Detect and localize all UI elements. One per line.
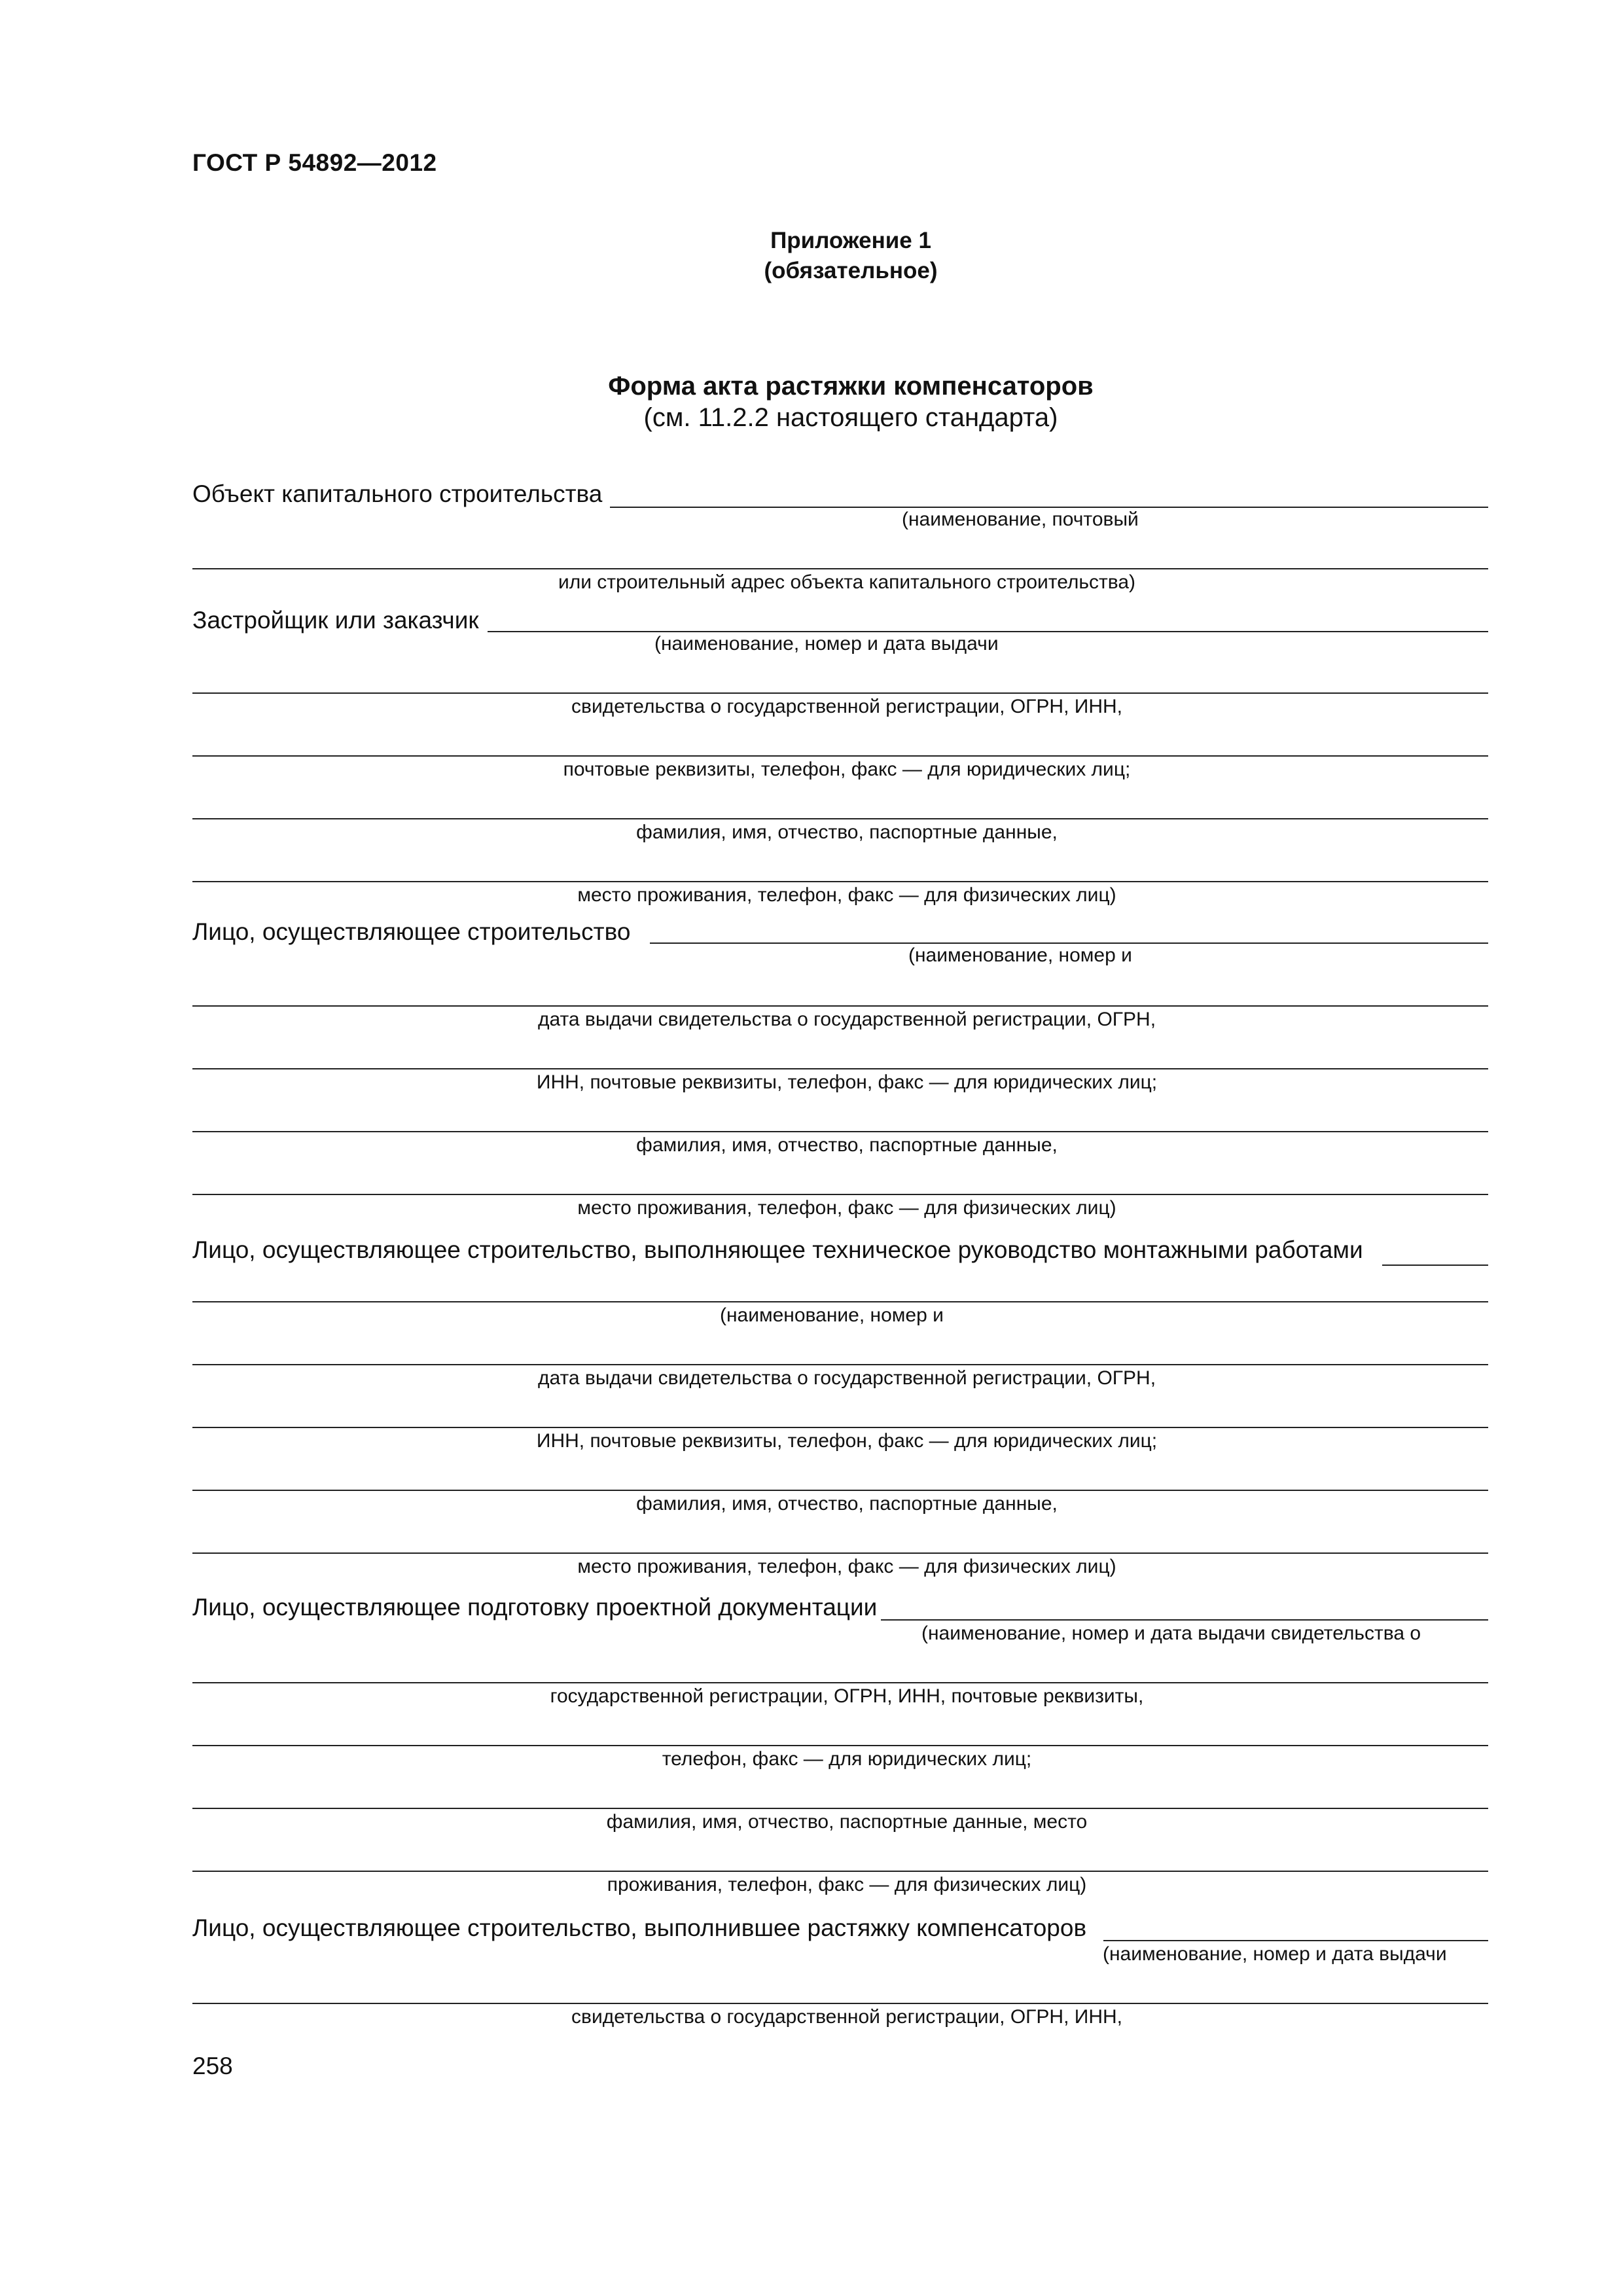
technical-lead-field-6[interactable] [192, 1552, 1488, 1554]
developer-field-5[interactable] [192, 881, 1488, 882]
technical-lead-caption-3: ИНН, почтовые реквизиты, телефон, факс — для юридических лиц; [536, 1430, 1158, 1452]
builder-field-2[interactable] [192, 1005, 1488, 1007]
developer-caption-3: почтовые реквизиты, телефон, факс — для юридических лиц; [563, 759, 1131, 780]
compensator-performer-field-2[interactable] [192, 2003, 1488, 2004]
designer-field-2[interactable] [192, 1682, 1488, 1683]
technical-lead-field-4[interactable] [192, 1427, 1488, 1428]
designer-field-4[interactable] [192, 1808, 1488, 1809]
technical-lead-field-2[interactable] [192, 1301, 1488, 1302]
developer-caption-4: фамилия, имя, отчество, паспортные данные, [636, 821, 1058, 843]
builder-label: Лицо, осуществляющее строительство [192, 918, 631, 945]
builder-caption-4: фамилия, имя, отчество, паспортные данные, [636, 1134, 1058, 1156]
compensator-performer-label: Лицо, осуществляющее строительство, выполнившее растяжку компенсаторов [192, 1914, 1087, 1941]
designer-field-1[interactable] [881, 1619, 1488, 1621]
designer-caption-3: телефон, факс — для юридических лиц; [662, 1748, 1032, 1770]
developer-label: Застройщик или заказчик [192, 607, 479, 634]
designer-caption-1: (наименование, номер и дата выдачи свидетельства о [921, 1623, 1421, 1644]
object-address-field[interactable] [192, 568, 1488, 569]
developer-caption-5: место проживания, телефон, факс — для физических лиц) [577, 884, 1116, 906]
builder-caption-1: (наименование, номер и [908, 944, 1132, 966]
compensator-performer-caption-1: (наименование, номер и дата выдачи [1103, 1943, 1447, 1965]
developer-field-3[interactable] [192, 755, 1488, 757]
appendix-title: Приложение 1 [770, 228, 931, 253]
developer-caption-1: (наименование, номер и дата выдачи [654, 633, 999, 655]
technical-lead-caption-1: (наименование, номер и [720, 1304, 944, 1326]
builder-field-4[interactable] [192, 1131, 1488, 1132]
technical-lead-caption-4: фамилия, имя, отчество, паспортные данные, [636, 1493, 1058, 1515]
technical-lead-field-1[interactable] [1382, 1265, 1488, 1266]
builder-field-5[interactable] [192, 1194, 1488, 1195]
object-caption-1: (наименование, почтовый [902, 509, 1139, 530]
designer-caption-4: фамилия, имя, отчество, паспортные данные, место [606, 1811, 1088, 1833]
technical-lead-caption-5: место проживания, телефон, факс — для физических лиц) [577, 1556, 1116, 1577]
builder-caption-2: дата выдачи свидетельства о государственной регистрации, ОГРН, [537, 1009, 1156, 1030]
technical-lead-field-5[interactable] [192, 1490, 1488, 1491]
appendix-type: (обязательное) [764, 258, 938, 283]
developer-field-2[interactable] [192, 692, 1488, 694]
object-caption-2: или строительный адрес объекта капитального строительства) [558, 571, 1136, 593]
standard-designation: ГОСТ Р 54892—2012 [192, 149, 437, 176]
builder-caption-5: место проживания, телефон, факс — для физических лиц) [577, 1197, 1116, 1219]
page-number: 258 [192, 2053, 233, 2079]
designer-field-3[interactable] [192, 1745, 1488, 1746]
designer-caption-5: проживания, телефон, факс — для физических лиц) [607, 1874, 1087, 1895]
developer-field-4[interactable] [192, 818, 1488, 819]
compensator-performer-caption-2: свидетельства о государственной регистрации, ОГРН, ИНН, [571, 2006, 1122, 2028]
builder-field-3[interactable] [192, 1068, 1488, 1069]
developer-caption-2: свидетельства о государственной регистрации, ОГРН, ИНН, [571, 696, 1122, 717]
designer-field-5[interactable] [192, 1871, 1488, 1872]
form-title: Форма акта растяжки компенсаторов [608, 372, 1094, 401]
technical-lead-label: Лицо, осуществляющее строительство, выполняющее техническое руководство монтажными работами [192, 1236, 1363, 1263]
builder-caption-3: ИНН, почтовые реквизиты, телефон, факс — для юридических лиц; [536, 1071, 1158, 1093]
form-subtitle: (см. 11.2.2 настоящего стандарта) [643, 403, 1058, 432]
designer-caption-2: государственной регистрации, ОГРН, ИНН, почтовые реквизиты, [550, 1685, 1144, 1707]
technical-lead-field-3[interactable] [192, 1364, 1488, 1365]
designer-label: Лицо, осуществляющее подготовку проектной документации [192, 1594, 878, 1621]
compensator-performer-field-1[interactable] [1103, 1940, 1488, 1941]
object-label: Объект капитального строительства [192, 480, 603, 507]
technical-lead-caption-2: дата выдачи свидетельства о государственной регистрации, ОГРН, [537, 1367, 1156, 1389]
